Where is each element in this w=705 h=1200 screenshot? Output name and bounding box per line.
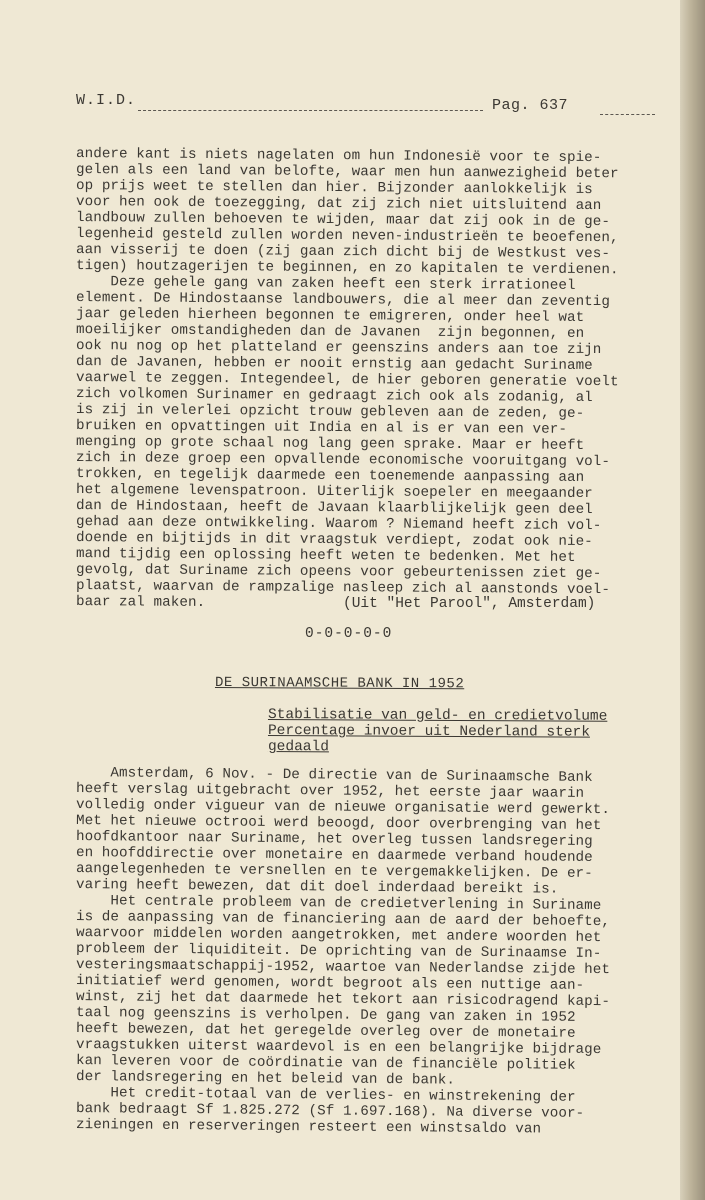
header-source: W.I.D.	[76, 92, 137, 109]
text-line: plaatst, waarvan de rampzalige nasleep zich al aanstonds voel-	[75, 578, 611, 599]
text-line: bruiken en opvattingen uit India en al is er van een ver-	[75, 418, 568, 438]
text-line: vraagstukken uiterst waardevol is en een belangrijke bijdrage	[75, 1037, 602, 1059]
text-line: is de aanpassing van de financiering aan de aard der behoefte,	[75, 909, 611, 931]
text-line: moeilijker omstandigheden dan de Javanen zijn begonnen, en	[75, 322, 585, 342]
header-rule-left	[138, 92, 483, 111]
text-line: volledig onder vigueur van de nieuwe organisatie werd gewerkt.	[75, 797, 611, 819]
text-line: het algemene levenspatroon. Uiterlijk soepeler en meegaander	[75, 482, 593, 503]
text-line: landbouw zullen behoeven te wijden, maar dat zij ook in de ge-	[75, 210, 611, 231]
text-line: gelen als een land van belofte, waar men hun aanwezigheid beter	[75, 162, 619, 183]
text-line: ook nu nog op het platteland er geenszins anders aan toe zijn	[75, 338, 602, 359]
text-line: gehad aan deze ontwikkeling. Waarom ? Niemand heeft zich vol-	[75, 514, 602, 535]
text-line: is zij in velerlei opzicht trouw gebleven aan de zeden, ge-	[75, 402, 585, 422]
page-edge-binding	[680, 0, 705, 1200]
text-line: zieningen en reserveringen resteert een winstsaldo van	[75, 1117, 542, 1138]
text-line: Deze gehele gang van zaken heeft een sterk irrationeel	[75, 274, 576, 294]
text-line: legenheid gesteld zullen worden neven-industrieën te beoefenen,	[75, 226, 619, 247]
text-line: bank bedraagt Sf 1.825.272 (Sf 1.697.168). Na diverse voor-	[75, 1101, 585, 1122]
text-line: vaarwel te zeggen. Integendeel, de hier geboren generatie voelt	[75, 370, 619, 391]
text-line: heeft bewezen, dat het geregelde overleg over de monetaire	[75, 1021, 576, 1042]
header-rule-right	[600, 97, 655, 115]
text-line: Met het nieuwe octrooi werd beoogd, door overbrenging van het	[75, 813, 602, 835]
article-subtitle: gedaald	[267, 739, 329, 756]
text-line: voor hen ook de toezegging, dat zij zich niet uitsluitend aan	[75, 194, 602, 215]
text-line: jaar geleden hierheen begonnen te emigreren, onder heel wat	[75, 306, 585, 326]
text-line: probleem der liquiditeit. De oprichting van de Surinaamse In-	[75, 941, 602, 963]
article-subtitle: Percentage invoer uit Nederland sterk	[267, 723, 590, 741]
text-line: en hoofddirectie over monetaire en daarmede verband houdende	[75, 845, 593, 866]
article-subtitle: Stabilisatie van geld- en credietvolume	[267, 707, 608, 725]
text-line: heeft verslag uitgebracht over 1952, het eerste jaar waarin	[75, 781, 585, 802]
text-line: aan visserij te doen (zij gaan zich dicht bij de Westkust ves-	[75, 242, 611, 263]
text-line: taal nog geenszins is verholpen. De gang van zaken in 1952	[75, 1005, 576, 1026]
attribution: (Uit "Het Parool", Amsterdam)	[343, 596, 596, 612]
text-line: varing heeft bewezen, dat dit doel inderdaad bereikt is.	[75, 877, 559, 898]
text-line: kan leveren voor de coördinatie van de financiële politiek	[75, 1053, 576, 1074]
text-line: dan de Javanen, hebben er nooit ernstig aan gedacht Suriname	[75, 354, 593, 375]
text-line: initiatief werd genomen, wordt begroot als een nuttige aan-	[75, 973, 585, 994]
text-line: aangelegenheden te versnellen en te vergemakkelijken. De er-	[75, 861, 593, 882]
text-line: gevolg, dat Suriname zich opeens voor gebeurtenissen ziet ge-	[75, 562, 602, 583]
text-line: waarvoor middelen worden aangetrokken, met andere woorden het	[75, 925, 602, 947]
text-line: andere kant is niets nagelaten om hun Indonesië voor te spie-	[75, 146, 602, 167]
text-line: Het credit-totaal van de verlies- en winstrekening der	[75, 1085, 576, 1106]
article-title: DE SURINAAMSCHE BANK IN 1952	[214, 675, 465, 693]
text-line: baar zal maken.	[75, 594, 206, 612]
text-line: op prijs weet te stellen dan hier. Bijzonder aanlokkelijk is	[75, 178, 593, 199]
text-line: Amsterdam, 6 Nov. - De directie van de Surinaamsche Bank	[75, 765, 593, 786]
text-line: zich volkomen Surinamer en gedraagt zich ook als zodanig, al	[75, 386, 593, 407]
text-line: menging op grote schaal nog lang geen sprake. Maar er heeft	[75, 434, 585, 454]
section-separator: 0-0-0-0-0	[305, 626, 393, 642]
text-line: der landsregering en het beleid van de bank.	[75, 1069, 456, 1089]
text-line: dan de Hindostaan, heeft de Javaan klaarblijkelijk geen deel	[75, 498, 593, 519]
text-line: vesteringsmaatschappij-1952, waartoe van Nederlandse zijde het	[75, 957, 611, 979]
text-line: trokken, en tegelijk daarmede een toenemende aanpassing aan	[75, 466, 585, 486]
text-line: hoofdkantoor naar Suriname, het overleg tussen landsregering	[75, 829, 593, 850]
text-line: element. De Hindostaanse landbouwers, die al meer dan zeventig	[75, 290, 611, 311]
text-line: winst, zij het dat daarmede het tekort aan risicodragend kapi-	[75, 989, 611, 1011]
text-line: Het centrale probleem van de credietverlening in Suriname	[75, 893, 602, 915]
text-line: tigen) houtzagerijen te beginnen, en zo kapitalen te verdienen.	[75, 258, 619, 279]
text-line: zich in deze groep een opvallende economische vooruitgang vol-	[75, 450, 611, 471]
text-line: doende en bijtijds in dit vraagstuk verdiept, zodat ook nie-	[75, 530, 593, 551]
text-line: mand tijdig een oplossing heeft weten te bedenken. Met het	[75, 546, 576, 566]
header-page-number: Pag. 637	[492, 97, 569, 114]
